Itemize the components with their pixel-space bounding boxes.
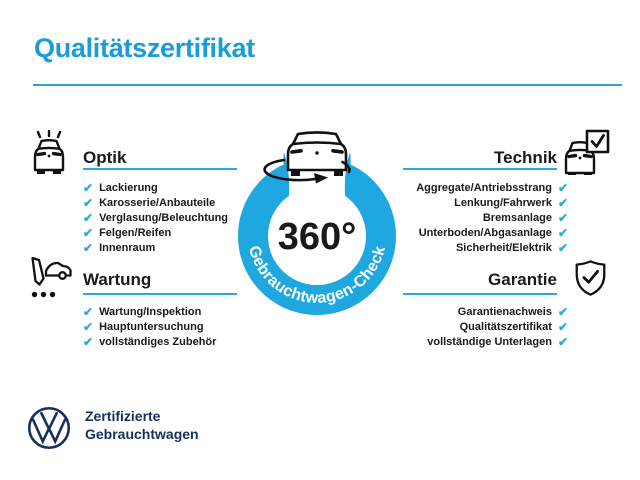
check-icon: ✔ (557, 240, 568, 255)
check-icon: ✔ (83, 210, 94, 225)
check-item-label: Hauptuntersuchung (99, 320, 204, 333)
section-title-garantie: Garantie (488, 270, 557, 289)
check-icon: ✔ (83, 304, 94, 319)
section-title-wartung: Wartung (83, 270, 152, 289)
garantie-check-list (427, 304, 568, 349)
check-item (416, 180, 568, 195)
check-item (83, 334, 216, 349)
check-item (427, 334, 568, 349)
check-item (83, 195, 228, 210)
check-icon: ✔ (83, 334, 94, 349)
section-underline-garantie (403, 293, 557, 295)
section-title-optik: Optik (83, 148, 127, 167)
check-item (416, 210, 568, 225)
check-icon: ✔ (83, 180, 94, 195)
shield-check-icon (573, 259, 608, 297)
badge-ring-label: Gebrauchtwagen-Check (244, 243, 390, 308)
check-item-label: Qualitätszertifikat (459, 320, 552, 333)
check-item-label: Lackierung (99, 181, 158, 194)
check-icon: ✔ (83, 225, 94, 240)
check-item (83, 240, 228, 255)
brand-line-2: Gebrauchtwagen (85, 425, 199, 442)
check-item (83, 304, 216, 319)
check-item (83, 225, 228, 240)
check-item-label: Garantienachweis (457, 305, 552, 318)
check-icon: ✔ (557, 334, 568, 349)
check-item (83, 210, 228, 225)
check-item-label: Felgen/Reifen (99, 226, 172, 239)
check-item-label: Wartung/Inspektion (99, 305, 202, 318)
check-item-label: Sicherheit/Elektrik (455, 241, 552, 254)
section-underline-optik (83, 168, 237, 170)
check-item (416, 225, 568, 240)
check-item (416, 240, 568, 255)
badge-degrees: 360° (277, 216, 357, 258)
check-icon: ✔ (557, 304, 568, 319)
check-item-label: Bremsanlage (482, 211, 552, 224)
car-shine-icon (27, 130, 71, 174)
section-underline-wartung (83, 293, 237, 295)
check-item-label: Lenkung/Fahrwerk (454, 196, 552, 209)
check-item (416, 195, 568, 210)
vw-logo (26, 405, 72, 456)
check-icon: ✔ (557, 180, 568, 195)
car-checkbox-icon (562, 129, 610, 175)
page-title: Qualitätszertifikat (34, 33, 255, 63)
check-item (83, 180, 228, 195)
check-item-label: Verglasung/Beleuchtung (99, 211, 229, 224)
check-item-label: vollständige Unterlagen (427, 335, 552, 348)
check-item (427, 319, 568, 334)
check-item (427, 304, 568, 319)
check-icon: ✔ (83, 240, 94, 255)
service-pen-icon (25, 256, 73, 300)
title-divider (33, 84, 622, 86)
check-icon: ✔ (83, 195, 94, 210)
check-item-label: Karosserie/Anbauteile (99, 196, 216, 209)
check-item-label: Aggregate/Antriebsstrang (416, 181, 552, 194)
check-icon: ✔ (557, 195, 568, 210)
brand-text (85, 408, 199, 443)
check-item-label: Innenraum (99, 241, 156, 254)
check-icon: ✔ (557, 319, 568, 334)
used-car-check-badge (222, 122, 412, 336)
technik-check-list (416, 180, 568, 255)
section-underline-technik (403, 168, 557, 170)
check-item-label: vollständiges Zubehör (99, 335, 217, 348)
check-item-label: Unterboden/Abgasanlage (418, 226, 552, 239)
check-icon: ✔ (83, 319, 94, 334)
check-item (83, 319, 216, 334)
check-icon: ✔ (557, 210, 568, 225)
optik-check-list (83, 180, 228, 255)
check-icon: ✔ (557, 225, 568, 240)
wartung-check-list (83, 304, 216, 349)
brand-line-1: Zertifizierte (85, 408, 161, 424)
section-title-technik: Technik (494, 148, 557, 167)
